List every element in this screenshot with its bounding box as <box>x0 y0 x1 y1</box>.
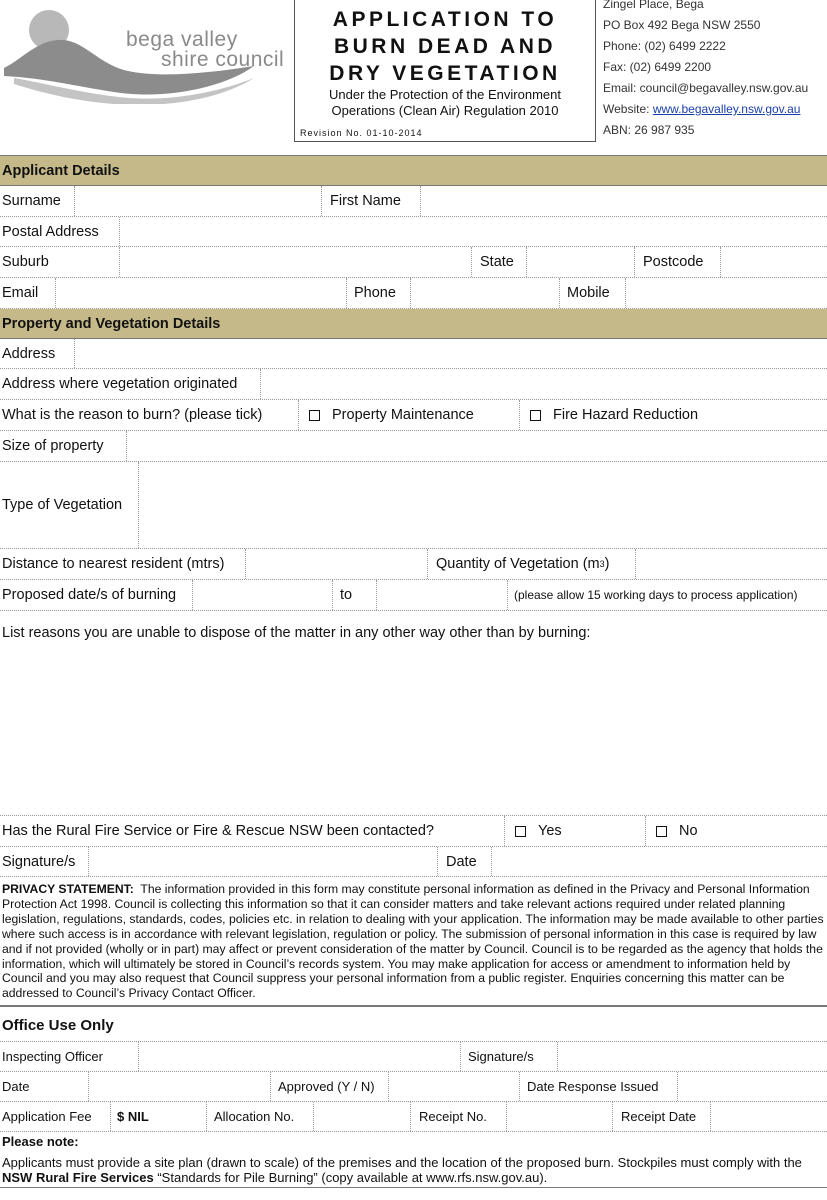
section-header-property <box>0 309 827 339</box>
row-contact <box>0 278 827 309</box>
receipt-date-label: Receipt Date <box>612 1102 710 1131</box>
option-property-maintenance[interactable] <box>298 400 519 430</box>
contact-phone: Phone: (02) 6499 2222 <box>603 39 726 53</box>
option-fire-hazard-reduction[interactable] <box>519 400 827 430</box>
property-address-field[interactable] <box>74 339 827 368</box>
applicant-heading: Applicant Details <box>2 162 120 179</box>
option-no[interactable] <box>645 816 827 846</box>
logo-text-line2: shire council <box>161 48 285 71</box>
contact-email: Email: council@begavalley.nsw.gov.au <box>603 81 809 95</box>
inspecting-officer-field[interactable] <box>138 1042 460 1071</box>
dates-label: Proposed date/s of burning <box>2 587 177 603</box>
receipt-no-label: Receipt No. <box>410 1102 506 1131</box>
yes-label: Yes <box>538 823 562 839</box>
revision-number: Revision No. 01-10-2014 <box>300 128 423 138</box>
no-label: No <box>679 823 698 839</box>
please-note <box>0 1132 827 1187</box>
please-note-text <box>2 1155 825 1185</box>
option-yes[interactable] <box>504 816 645 846</box>
privacy-text: The information provided in this form may constitute personal information as defined in the Privacy and Personal Information Protection Act 1998. Council is collecting this information so that it can consider matters and take relevant actions required under related planning legislation, regulations, standards, codes, policies etc. in relation to dealing with your application. The information may be made available to other parties where such access is in accordance with relevant legislation, regulation or policy. The submission of personal information in this case is required by law and if not provided (wholly or in part) may affect or prevent consideration of the matter by Council. Council is to be regarded as the agency that holds the information, which will ultimately be stored in Council’s records system. You may make application for access or amendment to information held by Council and you may also request that Council suppress your personal information from a public register. Enquiries concerning this matter can be addressed to Council’s Privacy Contact Officer. <box>2 882 824 1001</box>
row-rfs-contacted <box>0 816 827 847</box>
title-line-3: DRY VEGETATION <box>329 62 561 85</box>
contact-address-2: PO Box 492 Bega NSW 2550 <box>603 18 761 32</box>
row-proposed-dates <box>0 580 827 611</box>
mobile-field[interactable] <box>625 278 827 308</box>
date-response-field[interactable] <box>677 1072 827 1101</box>
date-label: Date <box>437 847 491 876</box>
distance-label: Distance to nearest resident (mtrs) <box>2 556 225 572</box>
signature-label: Signature/s <box>2 853 76 870</box>
row-list-reasons[interactable] <box>0 611 827 816</box>
office-signature-label: Signature/s <box>460 1042 557 1071</box>
application-form <box>0 155 827 1188</box>
please-note-text-2: “Standards for Pile Burning” (copy available at www.rfs.nsw.gov.au). <box>153 1170 548 1185</box>
suburb-label: Suburb <box>2 254 49 270</box>
allocation-field[interactable] <box>313 1102 410 1131</box>
row-approval <box>0 1072 827 1102</box>
row-fees <box>0 1102 827 1132</box>
website-label: Website: <box>603 102 650 116</box>
approved-label: Approved (Y / N) <box>270 1072 388 1101</box>
phone-field[interactable] <box>410 278 559 308</box>
quantity-label-end: ) <box>604 556 610 572</box>
logo-text-line1: bega valley <box>126 28 238 51</box>
date-to-field[interactable] <box>376 580 507 610</box>
property-heading: Property and Vegetation Details <box>2 315 221 332</box>
privacy-label: PRIVACY STATEMENT: <box>2 882 134 896</box>
office-date-field[interactable] <box>88 1072 270 1101</box>
suburb-field[interactable] <box>119 247 471 277</box>
state-field[interactable] <box>526 247 634 277</box>
row-name <box>0 186 827 217</box>
yes-checkbox[interactable] <box>515 826 526 837</box>
please-note-bold: NSW Rural Fire Services <box>2 1170 154 1185</box>
date-response-label: Date Response Issued <box>519 1072 677 1101</box>
office-use-heading <box>0 1009 827 1042</box>
office-date-label: Date <box>2 1079 30 1094</box>
row-distance-quantity <box>0 549 827 580</box>
email-label: Email <box>2 285 39 301</box>
hazard-checkbox[interactable] <box>530 410 541 421</box>
quantity-label-text: Quantity of Vegetation (m <box>436 556 600 572</box>
mobile-label: Mobile <box>559 278 625 308</box>
row-property-size <box>0 431 827 462</box>
office-heading-text: Office Use Only <box>2 1016 114 1034</box>
office-signature-field[interactable] <box>557 1042 827 1071</box>
vegetation-type-field[interactable] <box>138 462 827 548</box>
allow-days-note: (please allow 15 working days to process application) <box>507 580 827 610</box>
row-suburb <box>0 247 827 278</box>
origin-field[interactable] <box>260 369 827 399</box>
title-subtitle-2: Operations (Clean Air) Regulation 2010 <box>331 103 559 118</box>
contact-website-row <box>603 99 808 120</box>
phone-label: Phone <box>346 278 410 308</box>
title-subtitle-1: Under the Protection of the Environment <box>329 87 561 102</box>
quantity-label <box>427 549 635 579</box>
privacy-statement <box>0 877 827 1007</box>
postcode-label: Postcode <box>634 247 720 277</box>
burn-reason-label: What is the reason to burn? (please tick) <box>2 407 263 423</box>
maintenance-label: Property Maintenance <box>332 407 474 423</box>
row-burn-reason <box>0 400 827 431</box>
receipt-date-field[interactable] <box>710 1102 827 1131</box>
council-logo <box>4 8 289 104</box>
contact-abn: ABN: 26 987 935 <box>603 123 695 137</box>
approved-field[interactable] <box>388 1072 519 1101</box>
row-postal-address <box>0 217 827 247</box>
quantity-unit-sup: 3 <box>599 559 605 569</box>
postcode-field[interactable] <box>720 247 827 277</box>
page-header <box>0 0 827 142</box>
date-field[interactable] <box>491 847 827 876</box>
receipt-no-field[interactable] <box>506 1102 612 1131</box>
application-fee-label: Application Fee <box>2 1109 92 1124</box>
origin-label: Address where vegetation originated <box>2 376 238 392</box>
date-from-field[interactable] <box>192 580 332 610</box>
postal-address-field[interactable] <box>119 217 827 246</box>
form-title-box <box>294 0 596 142</box>
maintenance-checkbox[interactable] <box>309 410 320 421</box>
row-vegetation-origin <box>0 369 827 400</box>
property-address-label: Address <box>2 345 56 362</box>
title-line-1: APPLICATION TO <box>332 8 558 31</box>
quantity-field[interactable] <box>635 549 827 579</box>
list-reasons-label: List reasons you are unable to dispose of the matter in any other way other than by burning: <box>2 625 591 641</box>
hazard-label: Fire Hazard Reduction <box>553 407 699 423</box>
vegetation-type-label: Type of Vegetation <box>2 497 123 513</box>
title-line-2: BURN DEAD AND <box>333 35 557 58</box>
rfs-contacted-label: Has the Rural Fire Service or Fire & Rescue NSW been contacted? <box>2 823 434 839</box>
section-header-applicant <box>0 156 827 186</box>
row-property-address <box>0 339 827 369</box>
please-note-text-1: Applicants must provide a site plan (drawn to scale) of the premises and the location of the proposed burn. Stockpiles must comply with the <box>2 1155 802 1170</box>
please-note-label: Please note: <box>2 1134 79 1149</box>
row-vegetation-type <box>0 462 827 549</box>
size-field[interactable] <box>126 431 827 461</box>
allocation-label: Allocation No. <box>206 1102 313 1131</box>
signature-field[interactable] <box>88 847 437 876</box>
first-name-field[interactable] <box>420 186 827 216</box>
postal-address-label: Postal Address <box>2 223 99 240</box>
to-label: to <box>332 580 376 610</box>
website-link[interactable]: www.begavalley.nsw.gov.au <box>652 102 801 116</box>
application-fee-value: $ NIL <box>110 1102 206 1131</box>
surname-field[interactable] <box>74 186 321 216</box>
size-label: Size of property <box>2 438 104 454</box>
row-signature <box>0 847 827 877</box>
no-checkbox[interactable] <box>656 826 667 837</box>
council-contact-block <box>603 0 808 141</box>
first-name-label: First Name <box>321 186 420 216</box>
state-label: State <box>471 247 526 277</box>
contact-fax: Fax: (02) 6499 2200 <box>603 60 712 74</box>
distance-field[interactable] <box>245 549 427 579</box>
inspecting-officer-label: Inspecting Officer <box>2 1049 103 1064</box>
email-field[interactable] <box>55 278 346 308</box>
row-inspecting-officer <box>0 1042 827 1072</box>
surname-label: Surname <box>2 193 61 209</box>
contact-address-1: Zingel Place, Bega <box>603 0 704 11</box>
